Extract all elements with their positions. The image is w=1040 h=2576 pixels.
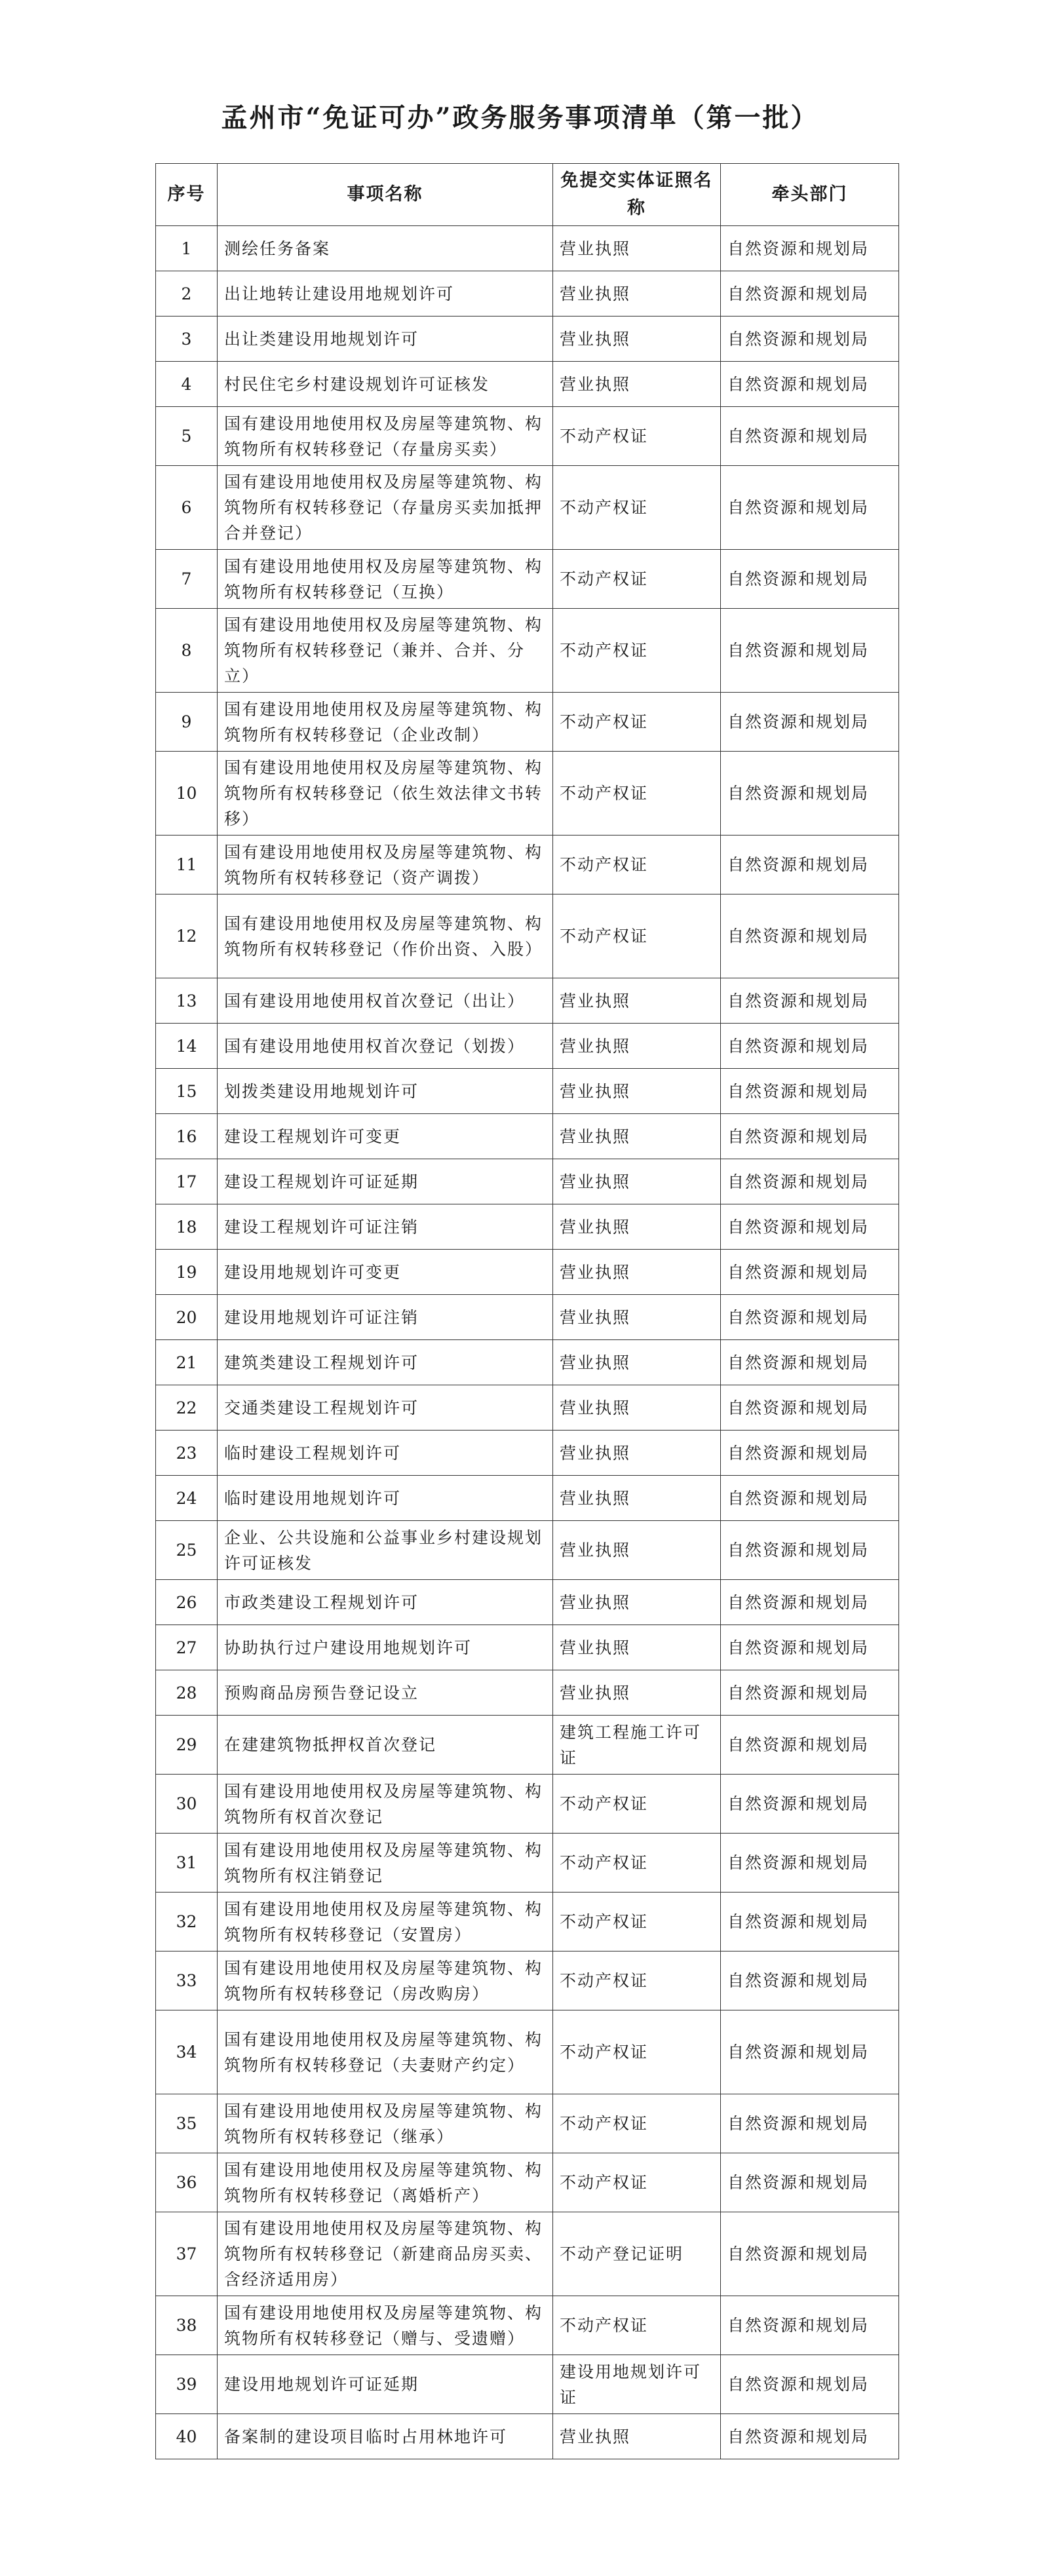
- row-exempt-license: 建设用地规划许可证: [553, 2355, 721, 2414]
- page-title: 孟州市“免证可办”政务服务事项清单（第一批）: [221, 102, 819, 133]
- header-serial-number: 序号: [156, 164, 218, 226]
- row-exempt-license: 不动产权证: [553, 836, 721, 894]
- row-exempt-license: 营业执照: [553, 1069, 721, 1114]
- row-lead-department: 自然资源和规划局: [721, 1580, 899, 1625]
- row-item-name: 国有建设用地使用权及房屋等建筑物、构筑物所有权转移登记（存量房买卖）: [218, 407, 553, 466]
- row-lead-department: 自然资源和规划局: [721, 466, 899, 550]
- row-item-name: 村民住宅乡村建设规划许可证核发: [218, 362, 553, 407]
- row-serial-number: 37: [156, 2212, 218, 2296]
- row-serial-number: 31: [156, 1834, 218, 1893]
- row-lead-department: 自然资源和规划局: [721, 1716, 899, 1775]
- table-row: [156, 978, 899, 1024]
- table-row: [156, 466, 899, 550]
- row-lead-department: 自然资源和规划局: [721, 407, 899, 466]
- row-item-name: 交通类建设工程规划许可: [218, 1385, 553, 1431]
- row-lead-department: 自然资源和规划局: [721, 1834, 899, 1893]
- table-row: [156, 1069, 899, 1114]
- row-serial-number: 33: [156, 1951, 218, 2010]
- row-serial-number: 34: [156, 2010, 218, 2094]
- row-serial-number: 1: [156, 226, 218, 271]
- row-lead-department: 自然资源和规划局: [721, 2212, 899, 2296]
- table-row: [156, 1625, 899, 1670]
- table-row: [156, 1775, 899, 1834]
- row-lead-department: 自然资源和规划局: [721, 1069, 899, 1114]
- table-row: [156, 1834, 899, 1893]
- table-row: [156, 550, 899, 609]
- row-exempt-license: 营业执照: [553, 1431, 721, 1476]
- row-lead-department: 自然资源和规划局: [721, 2355, 899, 2414]
- row-serial-number: 16: [156, 1114, 218, 1159]
- row-serial-number: 2: [156, 271, 218, 317]
- row-exempt-license: 营业执照: [553, 1340, 721, 1385]
- row-exempt-license: 营业执照: [553, 1385, 721, 1431]
- row-exempt-license: 不动产权证: [553, 894, 721, 978]
- table-row: [156, 1951, 899, 2010]
- row-exempt-license: 营业执照: [553, 1159, 721, 1204]
- table-row: [156, 894, 899, 978]
- row-serial-number: 6: [156, 466, 218, 550]
- row-item-name: 在建建筑物抵押权首次登记: [218, 1716, 553, 1775]
- row-item-name: 建设用地规划许可证延期: [218, 2355, 553, 2414]
- row-exempt-license: 营业执照: [553, 1625, 721, 1670]
- row-exempt-license: 营业执照: [553, 1114, 721, 1159]
- row-lead-department: 自然资源和规划局: [721, 1024, 899, 1069]
- row-serial-number: 10: [156, 752, 218, 836]
- table-row: [156, 407, 899, 466]
- row-lead-department: 自然资源和规划局: [721, 1893, 899, 1951]
- row-serial-number: 19: [156, 1250, 218, 1295]
- row-lead-department: 自然资源和规划局: [721, 1385, 899, 1431]
- row-serial-number: 39: [156, 2355, 218, 2414]
- row-exempt-license: 不动产权证: [553, 466, 721, 550]
- row-item-name: 国有建设用地使用权及房屋等建筑物、构筑物所有权转移登记（新建商品房买卖、含经济适用房）: [218, 2212, 553, 2296]
- row-exempt-license: 营业执照: [553, 978, 721, 1024]
- table-row: [156, 1580, 899, 1625]
- table-row: [156, 1250, 899, 1295]
- table-row: [156, 1670, 899, 1716]
- row-lead-department: 自然资源和规划局: [721, 1250, 899, 1295]
- row-item-name: 测绘任务备案: [218, 226, 553, 271]
- row-exempt-license: 营业执照: [553, 1670, 721, 1716]
- header-lead-department: 牵头部门: [721, 164, 899, 226]
- row-serial-number: 32: [156, 1893, 218, 1951]
- row-exempt-license: 营业执照: [553, 317, 721, 362]
- row-exempt-license: 不动产权证: [553, 2153, 721, 2212]
- row-serial-number: 17: [156, 1159, 218, 1204]
- row-item-name: 协助执行过户建设用地规划许可: [218, 1625, 553, 1670]
- row-serial-number: 26: [156, 1580, 218, 1625]
- table-row: [156, 2094, 899, 2153]
- table-row: [156, 836, 899, 894]
- table-row: [156, 1295, 899, 1340]
- row-item-name: 建设工程规划许可证注销: [218, 1204, 553, 1250]
- row-item-name: 出让类建设用地规划许可: [218, 317, 553, 362]
- table-row: [156, 609, 899, 693]
- row-lead-department: 自然资源和规划局: [721, 693, 899, 752]
- table-row: [156, 271, 899, 317]
- row-item-name: 建设工程规划许可证延期: [218, 1159, 553, 1204]
- row-item-name: 国有建设用地使用权及房屋等建筑物、构筑物所有权转移登记（房改购房）: [218, 1951, 553, 2010]
- row-serial-number: 21: [156, 1340, 218, 1385]
- row-serial-number: 12: [156, 894, 218, 978]
- row-exempt-license: 营业执照: [553, 1476, 721, 1521]
- table-row: [156, 362, 899, 407]
- row-item-name: 临时建设工程规划许可: [218, 1431, 553, 1476]
- row-serial-number: 4: [156, 362, 218, 407]
- table-row: [156, 1340, 899, 1385]
- row-exempt-license: 不动产登记证明: [553, 2212, 721, 2296]
- row-exempt-license: 不动产权证: [553, 550, 721, 609]
- row-serial-number: 20: [156, 1295, 218, 1340]
- row-exempt-license: 不动产权证: [553, 407, 721, 466]
- row-exempt-license: 不动产权证: [553, 1775, 721, 1834]
- row-exempt-license: 营业执照: [553, 1521, 721, 1580]
- row-serial-number: 3: [156, 317, 218, 362]
- row-lead-department: 自然资源和规划局: [721, 226, 899, 271]
- table-row: [156, 1024, 899, 1069]
- row-item-name: 国有建设用地使用权及房屋等建筑物、构筑物所有权注销登记: [218, 1834, 553, 1893]
- row-lead-department: 自然资源和规划局: [721, 2010, 899, 2094]
- row-serial-number: 5: [156, 407, 218, 466]
- row-item-name: 国有建设用地使用权及房屋等建筑物、构筑物所有权转移登记（存量房买卖加抵押合并登记）: [218, 466, 553, 550]
- row-item-name: 临时建设用地规划许可: [218, 1476, 553, 1521]
- row-serial-number: 14: [156, 1024, 218, 1069]
- row-item-name: 备案制的建设项目临时占用林地许可: [218, 2414, 553, 2459]
- row-exempt-license: 不动产权证: [553, 1893, 721, 1951]
- row-serial-number: 24: [156, 1476, 218, 1521]
- row-serial-number: 30: [156, 1775, 218, 1834]
- table-row: [156, 693, 899, 752]
- table-row: [156, 2153, 899, 2212]
- row-serial-number: 38: [156, 2296, 218, 2355]
- row-serial-number: 9: [156, 693, 218, 752]
- row-item-name: 建设工程规划许可变更: [218, 1114, 553, 1159]
- row-item-name: 预购商品房预告登记设立: [218, 1670, 553, 1716]
- row-exempt-license: 营业执照: [553, 1580, 721, 1625]
- row-lead-department: 自然资源和规划局: [721, 1521, 899, 1580]
- row-exempt-license: 不动产权证: [553, 693, 721, 752]
- row-exempt-license: 营业执照: [553, 1295, 721, 1340]
- row-item-name: 建设用地规划许可变更: [218, 1250, 553, 1295]
- row-exempt-license: 不动产权证: [553, 609, 721, 693]
- row-serial-number: 13: [156, 978, 218, 1024]
- row-lead-department: 自然资源和规划局: [721, 894, 899, 978]
- table-row: [156, 1204, 899, 1250]
- row-item-name: 国有建设用地使用权及房屋等建筑物、构筑物所有权转移登记（资产调拨）: [218, 836, 553, 894]
- row-lead-department: 自然资源和规划局: [721, 1775, 899, 1834]
- table-row: [156, 1716, 899, 1775]
- row-item-name: 划拨类建设用地规划许可: [218, 1069, 553, 1114]
- row-exempt-license: 不动产权证: [553, 2094, 721, 2153]
- row-item-name: 国有建设用地使用权及房屋等建筑物、构筑物所有权转移登记（夫妻财产约定）: [218, 2010, 553, 2094]
- row-lead-department: 自然资源和规划局: [721, 362, 899, 407]
- row-serial-number: 40: [156, 2414, 218, 2459]
- table-header-row: [156, 164, 899, 226]
- row-lead-department: 自然资源和规划局: [721, 2414, 899, 2459]
- row-serial-number: 29: [156, 1716, 218, 1775]
- row-item-name: 国有建设用地使用权及房屋等建筑物、构筑物所有权首次登记: [218, 1775, 553, 1834]
- row-lead-department: 自然资源和规划局: [721, 836, 899, 894]
- table-row: [156, 1385, 899, 1431]
- row-item-name: 市政类建设工程规划许可: [218, 1580, 553, 1625]
- row-exempt-license: 不动产权证: [553, 2296, 721, 2355]
- header-item-name: 事项名称: [218, 164, 553, 226]
- table-row: [156, 1476, 899, 1521]
- row-lead-department: 自然资源和规划局: [721, 1670, 899, 1716]
- row-item-name: 国有建设用地使用权首次登记（划拨）: [218, 1024, 553, 1069]
- table-row: [156, 2010, 899, 2094]
- header-exempt-license: 免提交实体证照名称: [553, 164, 721, 226]
- row-item-name: 国有建设用地使用权及房屋等建筑物、构筑物所有权转移登记（作价出资、入股）: [218, 894, 553, 978]
- row-lead-department: 自然资源和规划局: [721, 317, 899, 362]
- row-exempt-license: 营业执照: [553, 2414, 721, 2459]
- row-item-name: 国有建设用地使用权及房屋等建筑物、构筑物所有权转移登记（继承）: [218, 2094, 553, 2153]
- row-item-name: 国有建设用地使用权及房屋等建筑物、构筑物所有权转移登记（企业改制）: [218, 693, 553, 752]
- row-serial-number: 15: [156, 1069, 218, 1114]
- row-exempt-license: 营业执照: [553, 271, 721, 317]
- row-lead-department: 自然资源和规划局: [721, 1431, 899, 1476]
- row-lead-department: 自然资源和规划局: [721, 1159, 899, 1204]
- row-serial-number: 35: [156, 2094, 218, 2153]
- row-exempt-license: 不动产权证: [553, 1834, 721, 1893]
- row-lead-department: 自然资源和规划局: [721, 1114, 899, 1159]
- table-body: [156, 226, 899, 2459]
- table-row: [156, 2355, 899, 2414]
- table-row: [156, 752, 899, 836]
- row-serial-number: 28: [156, 1670, 218, 1716]
- row-serial-number: 8: [156, 609, 218, 693]
- row-lead-department: 自然资源和规划局: [721, 550, 899, 609]
- row-item-name: 出让地转让建设用地规划许可: [218, 271, 553, 317]
- table-row: [156, 2212, 899, 2296]
- table-row: [156, 1431, 899, 1476]
- row-lead-department: 自然资源和规划局: [721, 609, 899, 693]
- row-lead-department: 自然资源和规划局: [721, 1204, 899, 1250]
- table-row: [156, 2296, 899, 2355]
- row-exempt-license: 营业执照: [553, 362, 721, 407]
- row-serial-number: 25: [156, 1521, 218, 1580]
- row-item-name: 建筑类建设工程规划许可: [218, 1340, 553, 1385]
- table-row: [156, 1521, 899, 1580]
- row-item-name: 国有建设用地使用权及房屋等建筑物、构筑物所有权转移登记（互换）: [218, 550, 553, 609]
- row-lead-department: 自然资源和规划局: [721, 2094, 899, 2153]
- row-item-name: 国有建设用地使用权及房屋等建筑物、构筑物所有权转移登记（离婚析产）: [218, 2153, 553, 2212]
- row-serial-number: 27: [156, 1625, 218, 1670]
- row-lead-department: 自然资源和规划局: [721, 2153, 899, 2212]
- row-exempt-license: 不动产权证: [553, 1951, 721, 2010]
- table-row: [156, 226, 899, 271]
- service-items-table: [155, 163, 899, 2459]
- row-lead-department: 自然资源和规划局: [721, 1476, 899, 1521]
- row-item-name: 国有建设用地使用权及房屋等建筑物、构筑物所有权转移登记（安置房）: [218, 1893, 553, 1951]
- row-item-name: 企业、公共设施和公益事业乡村建设规划许可证核发: [218, 1521, 553, 1580]
- row-serial-number: 36: [156, 2153, 218, 2212]
- row-item-name: 国有建设用地使用权及房屋等建筑物、构筑物所有权转移登记（兼并、合并、分立）: [218, 609, 553, 693]
- row-item-name: 建设用地规划许可证注销: [218, 1295, 553, 1340]
- row-lead-department: 自然资源和规划局: [721, 271, 899, 317]
- row-serial-number: 23: [156, 1431, 218, 1476]
- table-row: [156, 1114, 899, 1159]
- row-lead-department: 自然资源和规划局: [721, 2296, 899, 2355]
- row-exempt-license: 营业执照: [553, 1024, 721, 1069]
- table-row: [156, 1159, 899, 1204]
- table-row: [156, 2414, 899, 2459]
- row-exempt-license: 营业执照: [553, 1204, 721, 1250]
- row-exempt-license: 不动产权证: [553, 2010, 721, 2094]
- row-item-name: 国有建设用地使用权及房屋等建筑物、构筑物所有权转移登记（赠与、受遗赠）: [218, 2296, 553, 2355]
- row-lead-department: 自然资源和规划局: [721, 1625, 899, 1670]
- row-exempt-license: 营业执照: [553, 226, 721, 271]
- row-lead-department: 自然资源和规划局: [721, 752, 899, 836]
- row-item-name: 国有建设用地使用权及房屋等建筑物、构筑物所有权转移登记（依生效法律文书转移）: [218, 752, 553, 836]
- row-exempt-license: 建筑工程施工许可证: [553, 1716, 721, 1775]
- row-exempt-license: 营业执照: [553, 1250, 721, 1295]
- row-serial-number: 18: [156, 1204, 218, 1250]
- row-item-name: 国有建设用地使用权首次登记（出让）: [218, 978, 553, 1024]
- row-serial-number: 22: [156, 1385, 218, 1431]
- row-lead-department: 自然资源和规划局: [721, 1951, 899, 2010]
- row-lead-department: 自然资源和规划局: [721, 978, 899, 1024]
- row-lead-department: 自然资源和规划局: [721, 1340, 899, 1385]
- table-row: [156, 1893, 899, 1951]
- row-serial-number: 11: [156, 836, 218, 894]
- table-row: [156, 317, 899, 362]
- row-serial-number: 7: [156, 550, 218, 609]
- row-lead-department: 自然资源和规划局: [721, 1295, 899, 1340]
- row-exempt-license: 不动产权证: [553, 752, 721, 836]
